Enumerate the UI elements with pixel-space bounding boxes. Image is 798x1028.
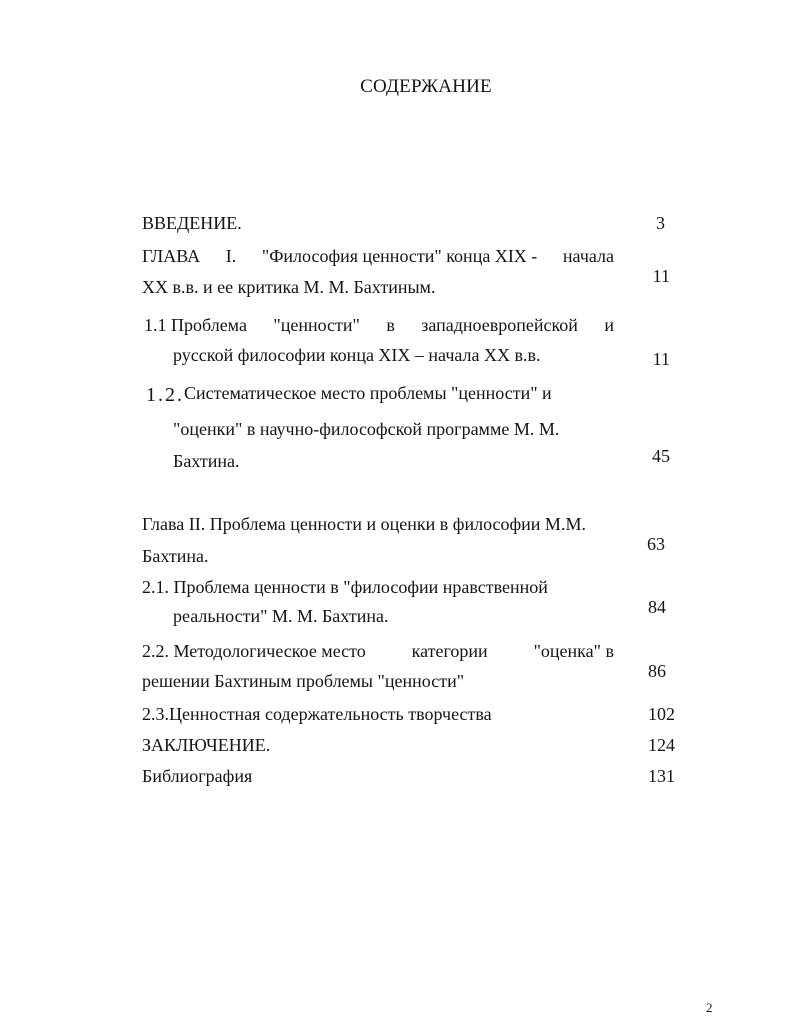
toc-entry-intro-label: ВВЕДЕНИЕ. — [142, 213, 242, 233]
toc-entry-conclusion-label: ЗАКЛЮЧЕНИЕ. — [142, 735, 271, 755]
toc-word: ГЛАВА — [142, 246, 201, 266]
toc-entry-2-2-page: 86 — [648, 661, 666, 681]
toc-entry-conclusion-page: 124 — [648, 735, 675, 755]
toc-word: "оценка" в — [533, 641, 614, 661]
toc-entry-1-2-number: 1.2. — [146, 384, 184, 406]
toc-entry-2-2-line-1 — [142, 640, 614, 662]
toc-word: и — [604, 315, 614, 335]
toc-title: СОДЕРЖАНИЕ — [360, 76, 492, 97]
toc-entry-chapter-1-line-2: XX в.в. и ее критика М. М. Бахтиным. — [142, 277, 436, 297]
toc-entry-1-2-line-3: Бахтина. — [173, 451, 240, 471]
toc-entry-2-1-page: 84 — [648, 597, 666, 617]
toc-entry-1-2-line-2: "оценки" в научно-философской программе М. М. — [173, 419, 560, 439]
toc-entry-chapter-2-line-2: Бахтина. — [142, 546, 209, 566]
toc-word: 2.2. Методологическое место — [142, 641, 366, 661]
toc-word: западноевропейской — [421, 315, 578, 335]
toc-entry-1-1-page: 11 — [652, 349, 670, 369]
toc-entry-chapter-2-line-1: Глава II. Проблема ценности и оценки в философии М.М. — [142, 514, 586, 534]
toc-entry-chapter-1-page: 11 — [652, 266, 670, 286]
toc-entry-2-3-page: 102 — [648, 704, 675, 724]
toc-word: в — [386, 315, 395, 335]
toc-entry-chapter-1-line-1 — [142, 245, 614, 267]
toc-entry-2-3-label: 2.3.Ценностная содержательность творчества — [142, 704, 492, 724]
toc-entry-bibliography-page: 131 — [648, 766, 675, 786]
toc-entry-2-2-line-2: решении Бахтиным проблемы "ценности" — [142, 671, 465, 691]
toc-word: категории — [411, 641, 488, 661]
page-number: 2 — [706, 1000, 713, 1015]
toc-entry-2-1-line-1: 2.1. Проблема ценности в "философии нравственной — [142, 577, 548, 597]
toc-entry-1-1-line-2: русской философии конца XIX – начала XX в.в. — [173, 345, 541, 365]
toc-word: "ценности" — [273, 315, 360, 335]
toc-word: I. — [225, 246, 237, 266]
toc-word: 1.1 Проблема — [144, 315, 247, 335]
toc-word: начала — [562, 246, 614, 266]
toc-word: "Философия ценности" конца XIX - — [261, 246, 538, 266]
toc-entry-1-2-line-1: Систематическое место проблемы "ценности" и — [184, 383, 552, 403]
toc-entry-2-1-line-2: реальности" М. М. Бахтина. — [173, 606, 389, 626]
toc-entry-chapter-2-page: 63 — [647, 534, 665, 554]
toc-entry-intro-page: 3 — [656, 213, 665, 233]
toc-entry-1-1-line-1 — [144, 314, 614, 336]
toc-entry-bibliography-label: Библиография — [142, 766, 253, 786]
toc-entry-1-2-page: 45 — [652, 446, 670, 466]
